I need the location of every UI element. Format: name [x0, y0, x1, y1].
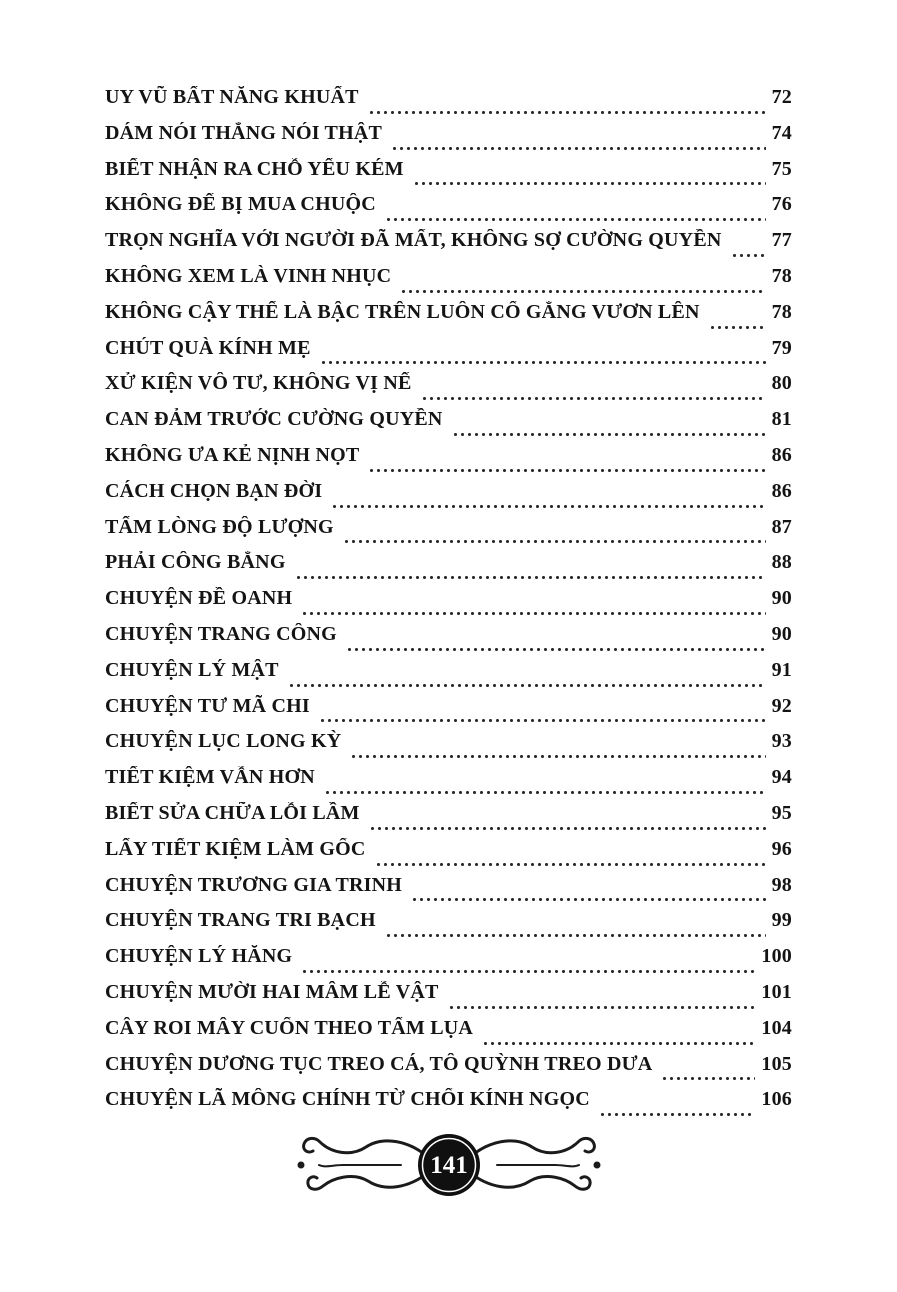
toc-entry-title: CÁCH CHỌN BẠN ĐỜI	[105, 479, 323, 502]
dot-leader	[288, 683, 766, 688]
toc-entry	[105, 981, 792, 1017]
dot-leader	[368, 110, 766, 115]
right-flourish	[469, 1138, 594, 1189]
toc-entry	[105, 301, 792, 337]
toc-entry-page: 96	[771, 837, 792, 860]
toc-entry	[105, 372, 792, 408]
toc-entry	[105, 444, 792, 480]
toc-entry-page: 90	[771, 587, 792, 610]
toc-entry-title: XỬ KIỆN VÔ TƯ, KHÔNG VỊ NỂ	[105, 372, 412, 395]
toc-entry-title: CÂY ROI MÂY CUỐN THEO TẤM LỤA	[105, 1016, 474, 1039]
toc-entry-page: 99	[771, 909, 792, 932]
toc-entry-title: DÁM NÓI THẲNG NÓI THẬT	[105, 121, 383, 144]
toc-entry-page: 106	[761, 1088, 792, 1111]
toc-entry-title: CHUYỆN LÃ MÔNG CHÍNH TỪ CHỐI KÍNH NGỌC	[105, 1088, 590, 1111]
toc-entry-title: CHUYỆN TƯ MÃ CHI	[105, 694, 310, 717]
toc-entry-page: 95	[771, 801, 792, 824]
toc-entry	[105, 480, 792, 516]
toc-entry-page: 77	[771, 229, 792, 252]
toc-entry	[105, 659, 792, 695]
dot-leader	[295, 575, 766, 580]
dot-leader	[319, 718, 766, 723]
dot-leader	[411, 897, 766, 902]
toc-entry-title: CHUYỆN TRANG TRI BẠCH	[105, 909, 376, 932]
toc-entry	[105, 158, 792, 194]
toc-entry-page: 87	[771, 515, 792, 538]
toc-entry-page: 92	[771, 694, 792, 717]
toc-entry-title: KHÔNG CẬY THẾ LÀ BẬC TRÊN LUÔN CỐ GẮNG VƯƠN LÊN	[105, 300, 700, 323]
toc-entry	[105, 1017, 792, 1053]
toc-entry-title: CAN ĐẢM TRƯỚC CƯỜNG QUYỀN	[105, 408, 443, 431]
dot-leader	[448, 1005, 756, 1010]
toc-entry	[105, 695, 792, 731]
toc-entry-page: 88	[771, 551, 792, 574]
toc-entry-title: CHUYỆN TRANG CÔNG	[105, 622, 337, 645]
toc-entry	[105, 623, 792, 659]
dot-leader	[482, 1041, 755, 1046]
toc-entry-title: CHÚT QUÀ KÍNH MẸ	[105, 336, 311, 359]
toc-entry-title: KHÔNG ƯA KẺ NỊNH NỌT	[105, 443, 360, 466]
toc-entry-page: 94	[771, 766, 792, 789]
toc-entry	[105, 945, 792, 981]
toc-entry	[105, 874, 792, 910]
toc-entry-title: TẤM LÒNG ĐỘ LƯỢNG	[105, 515, 334, 538]
toc-entry	[105, 337, 792, 373]
toc-entry-title: CHUYỆN DƯƠNG TỤC TREO CÁ, TÔ QUỲNH TREO DƯA	[105, 1052, 653, 1075]
toc-entry	[105, 229, 792, 265]
toc-entry	[105, 587, 792, 623]
toc-entry-title: BIẾT NHẬN RA CHỖ YẾU KÉM	[105, 157, 404, 180]
toc-entry	[105, 802, 792, 838]
dot-leader	[301, 969, 755, 974]
page-number: 141	[429, 1152, 468, 1179]
toc-entry-title: PHẢI CÔNG BẰNG	[105, 551, 286, 574]
dot-leader	[368, 468, 765, 473]
toc-entry-title: CHUYỆN ĐỀ OANH	[105, 587, 293, 610]
toc-entry	[105, 265, 792, 301]
toc-entry-title: UY VŨ BẤT NĂNG KHUẤT	[105, 86, 359, 108]
dot-leader	[331, 504, 765, 509]
dot-leader	[301, 611, 765, 616]
toc-entry-page: 86	[771, 479, 792, 502]
dot-leader	[375, 862, 766, 867]
left-flourish	[303, 1138, 428, 1189]
toc-entry-page: 81	[771, 408, 792, 431]
dot-leader	[369, 826, 766, 831]
dot-leader	[391, 146, 766, 151]
toc-entry-page: 74	[771, 121, 792, 144]
dot-leader	[661, 1076, 755, 1081]
dot-leader	[343, 539, 766, 544]
toc-entry-title: CHUYỆN TRƯƠNG GIA TRINH	[105, 873, 403, 896]
dot-leader	[320, 360, 766, 365]
toc-entry-title: TIẾT KIỆM VẪN HƠN	[105, 766, 315, 789]
toc-entry-page: 105	[761, 1052, 792, 1075]
left-flourish-dot	[297, 1162, 304, 1169]
page-footer	[0, 1120, 897, 1212]
toc-entry-page: 104	[761, 1016, 792, 1039]
dot-leader	[385, 933, 766, 938]
toc-entry-title: CHUYỆN LỤC LONG KỲ	[105, 730, 342, 753]
toc-entry	[105, 551, 792, 587]
toc-entry-page: 80	[771, 372, 792, 395]
toc-entry-page: 76	[771, 193, 792, 216]
toc-entry	[105, 1088, 792, 1124]
toc-entry	[105, 909, 792, 945]
toc-entry-page: 93	[771, 730, 792, 753]
toc-entry-title: KHÔNG ĐỂ BỊ MUA CHUỘC	[105, 193, 376, 216]
toc-entry	[105, 122, 792, 158]
toc-entry-page: 79	[771, 336, 792, 359]
toc-entry-title: KHÔNG XEM LÀ VINH NHỤC	[105, 264, 392, 287]
toc-entry-page: 86	[771, 443, 792, 466]
dot-leader	[709, 325, 766, 330]
toc-entry-title: CHUYỆN LÝ HĂNG	[105, 945, 293, 968]
dot-leader	[731, 253, 766, 258]
toc-entry	[105, 193, 792, 229]
toc-entry-title: BIẾT SỬA CHỮA LỖI LẦM	[105, 801, 360, 824]
dot-leader	[350, 754, 765, 759]
toc-entry-page: 100	[761, 945, 792, 968]
dot-leader	[413, 181, 766, 186]
toc-entry-page: 91	[771, 658, 792, 681]
dot-leader	[599, 1112, 756, 1117]
toc-entry	[105, 838, 792, 874]
toc-entry-title: CHUYỆN MƯỜI HAI MÂM LỄ VẬT	[105, 980, 439, 1003]
toc-entry-page: 98	[771, 873, 792, 896]
toc-entry-page: 78	[771, 264, 792, 287]
toc-entry	[105, 1053, 792, 1089]
dot-leader	[421, 396, 766, 401]
toc-entry-title: CHUYỆN LÝ MẬT	[105, 658, 279, 681]
toc-entry-title: TRỌN NGHĨA VỚI NGƯỜI ĐÃ MẤT, KHÔNG SỢ CƯỜNG QUYỀN	[105, 229, 722, 252]
dot-leader	[452, 432, 766, 437]
footer-ornament	[289, 1120, 609, 1212]
toc-entry	[105, 516, 792, 552]
dot-leader	[400, 289, 765, 294]
dot-leader	[324, 790, 766, 795]
toc-entry	[105, 86, 792, 122]
toc-entry-title: LẤY TIẾT KIỆM LÀM GỐC	[105, 837, 366, 860]
dot-leader	[385, 217, 766, 222]
toc-entry-page: 101	[761, 980, 792, 1003]
toc-entry	[105, 766, 792, 802]
toc-entry	[105, 730, 792, 766]
toc-entry-page: 75	[771, 157, 792, 180]
toc-entry-page: 72	[771, 86, 792, 108]
dot-leader	[346, 647, 766, 652]
right-flourish-dot	[593, 1162, 600, 1169]
toc-entry-page: 90	[771, 622, 792, 645]
toc-list	[105, 86, 792, 1124]
toc-entry-page: 78	[771, 300, 792, 323]
toc-entry	[105, 408, 792, 444]
